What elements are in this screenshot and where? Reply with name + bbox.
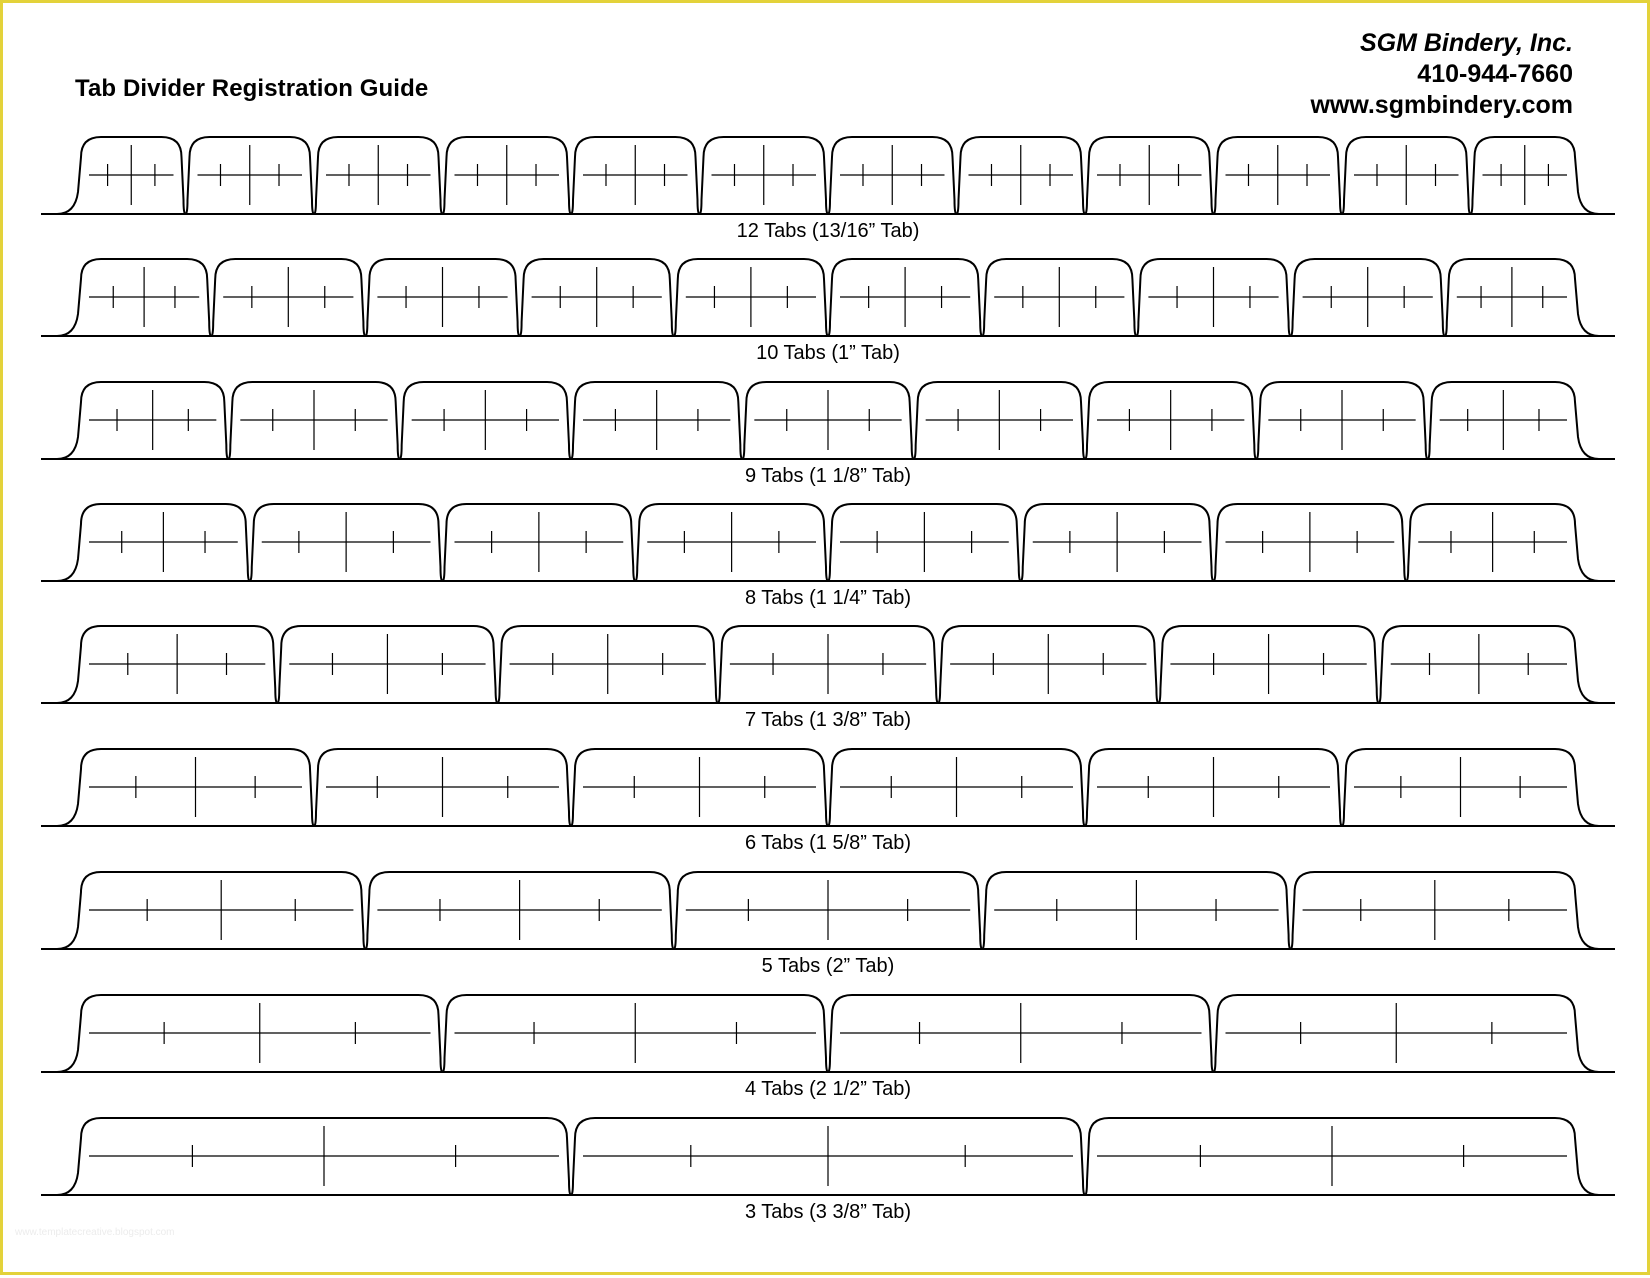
tab-row: [41, 259, 1615, 364]
tab-shape: [277, 626, 497, 703]
tab-shape: [443, 137, 572, 214]
row-caption: 4 Tabs (2 1/2” Tab): [744, 1078, 912, 1100]
tab-shape: [914, 382, 1085, 459]
tab-shape: [57, 872, 365, 949]
tab-shape: [828, 259, 982, 336]
tab-shape: [1085, 749, 1342, 826]
tab-shape: [982, 259, 1136, 336]
tab-shape: [700, 137, 829, 214]
tab-shape: [571, 749, 828, 826]
tab-shape: [828, 137, 957, 214]
tab-row: [41, 626, 1615, 731]
tab-shape: [186, 137, 315, 214]
tab-shape: [957, 137, 1086, 214]
tab-shape: [1136, 259, 1290, 336]
tab-shape: [314, 137, 443, 214]
row-caption: 9 Tabs (1 1/8” Tab): [744, 465, 912, 487]
row-caption: 7 Tabs (1 3/8” Tab): [744, 709, 912, 731]
tab-shape: [635, 504, 828, 581]
row-caption: 3 Tabs (3 3/8” Tab): [744, 1201, 912, 1223]
tab-shape: [57, 504, 250, 581]
tab-shape: [498, 626, 718, 703]
row-caption: 6 Tabs (1 5/8” Tab): [744, 832, 912, 854]
company-website: www.sgmbindery.com: [1310, 91, 1573, 119]
tab-row: [41, 749, 1615, 854]
tab-shape: [1471, 137, 1600, 214]
tab-shape: [57, 626, 277, 703]
tab-shape: [674, 872, 982, 949]
tab-shape: [400, 382, 571, 459]
tab-shape: [1158, 626, 1378, 703]
tab-shape: [365, 259, 519, 336]
tab-shape: [520, 259, 674, 336]
tab-shape: [314, 749, 571, 826]
tab-shape: [1214, 504, 1407, 581]
tab-shape: [571, 1118, 1085, 1195]
tab-shape: [828, 749, 1085, 826]
tab-shape: [365, 872, 673, 949]
tab-shape: [1214, 137, 1343, 214]
tab-shape: [57, 1118, 571, 1195]
tab-shape: [982, 872, 1290, 949]
tab-shape: [1256, 382, 1427, 459]
tab-shape: [1085, 137, 1214, 214]
tab-shape: [1428, 382, 1599, 459]
tab-shape: [1085, 382, 1256, 459]
tab-shape: [443, 504, 636, 581]
tab-shape: [742, 382, 913, 459]
company-phone: 410-944-7660: [1417, 60, 1573, 88]
tab-shape: [57, 995, 443, 1072]
tab-shape: [718, 626, 938, 703]
tab-row: [41, 504, 1615, 609]
tab-shape: [1342, 749, 1599, 826]
row-caption: 8 Tabs (1 1/4” Tab): [744, 587, 912, 609]
tab-row: [41, 995, 1615, 1100]
tab-shape: [1406, 504, 1599, 581]
tab-shape: [674, 259, 828, 336]
tab-row: [41, 872, 1615, 977]
tab-shape: [938, 626, 1158, 703]
tab-shape: [211, 259, 365, 336]
tab-shape: [57, 382, 228, 459]
tab-shape: [443, 995, 829, 1072]
tab-shape: [57, 137, 186, 214]
document-title: Tab Divider Registration Guide: [75, 75, 429, 102]
row-caption: 5 Tabs (2” Tab): [761, 955, 895, 977]
tab-shape: [1214, 995, 1600, 1072]
watermark: www.templatecreative.blogspot.com: [15, 1227, 175, 1238]
tab-row: [41, 137, 1615, 242]
tab-shape: [57, 749, 314, 826]
tab-shape: [828, 504, 1021, 581]
tab-shape: [1291, 872, 1599, 949]
tab-shape: [571, 137, 700, 214]
tab-shape: [1445, 259, 1599, 336]
row-caption: 10 Tabs (1” Tab): [756, 342, 900, 364]
company-name: SGM Bindery, Inc.: [1359, 29, 1573, 57]
tab-shape: [1085, 1118, 1599, 1195]
row-caption: 12 Tabs (13/16” Tab): [736, 220, 920, 242]
tab-shape: [1291, 259, 1445, 336]
tab-shape: [57, 259, 211, 336]
tab-shape: [1342, 137, 1471, 214]
tab-shape: [571, 382, 742, 459]
tab-rows-diagram: [3, 3, 1650, 1278]
tab-shape: [250, 504, 443, 581]
tab-shape: [228, 382, 399, 459]
tab-row: [41, 382, 1615, 487]
tab-row: [41, 1118, 1615, 1223]
tab-shape: [828, 995, 1214, 1072]
tab-shape: [1379, 626, 1599, 703]
tab-shape: [1021, 504, 1214, 581]
